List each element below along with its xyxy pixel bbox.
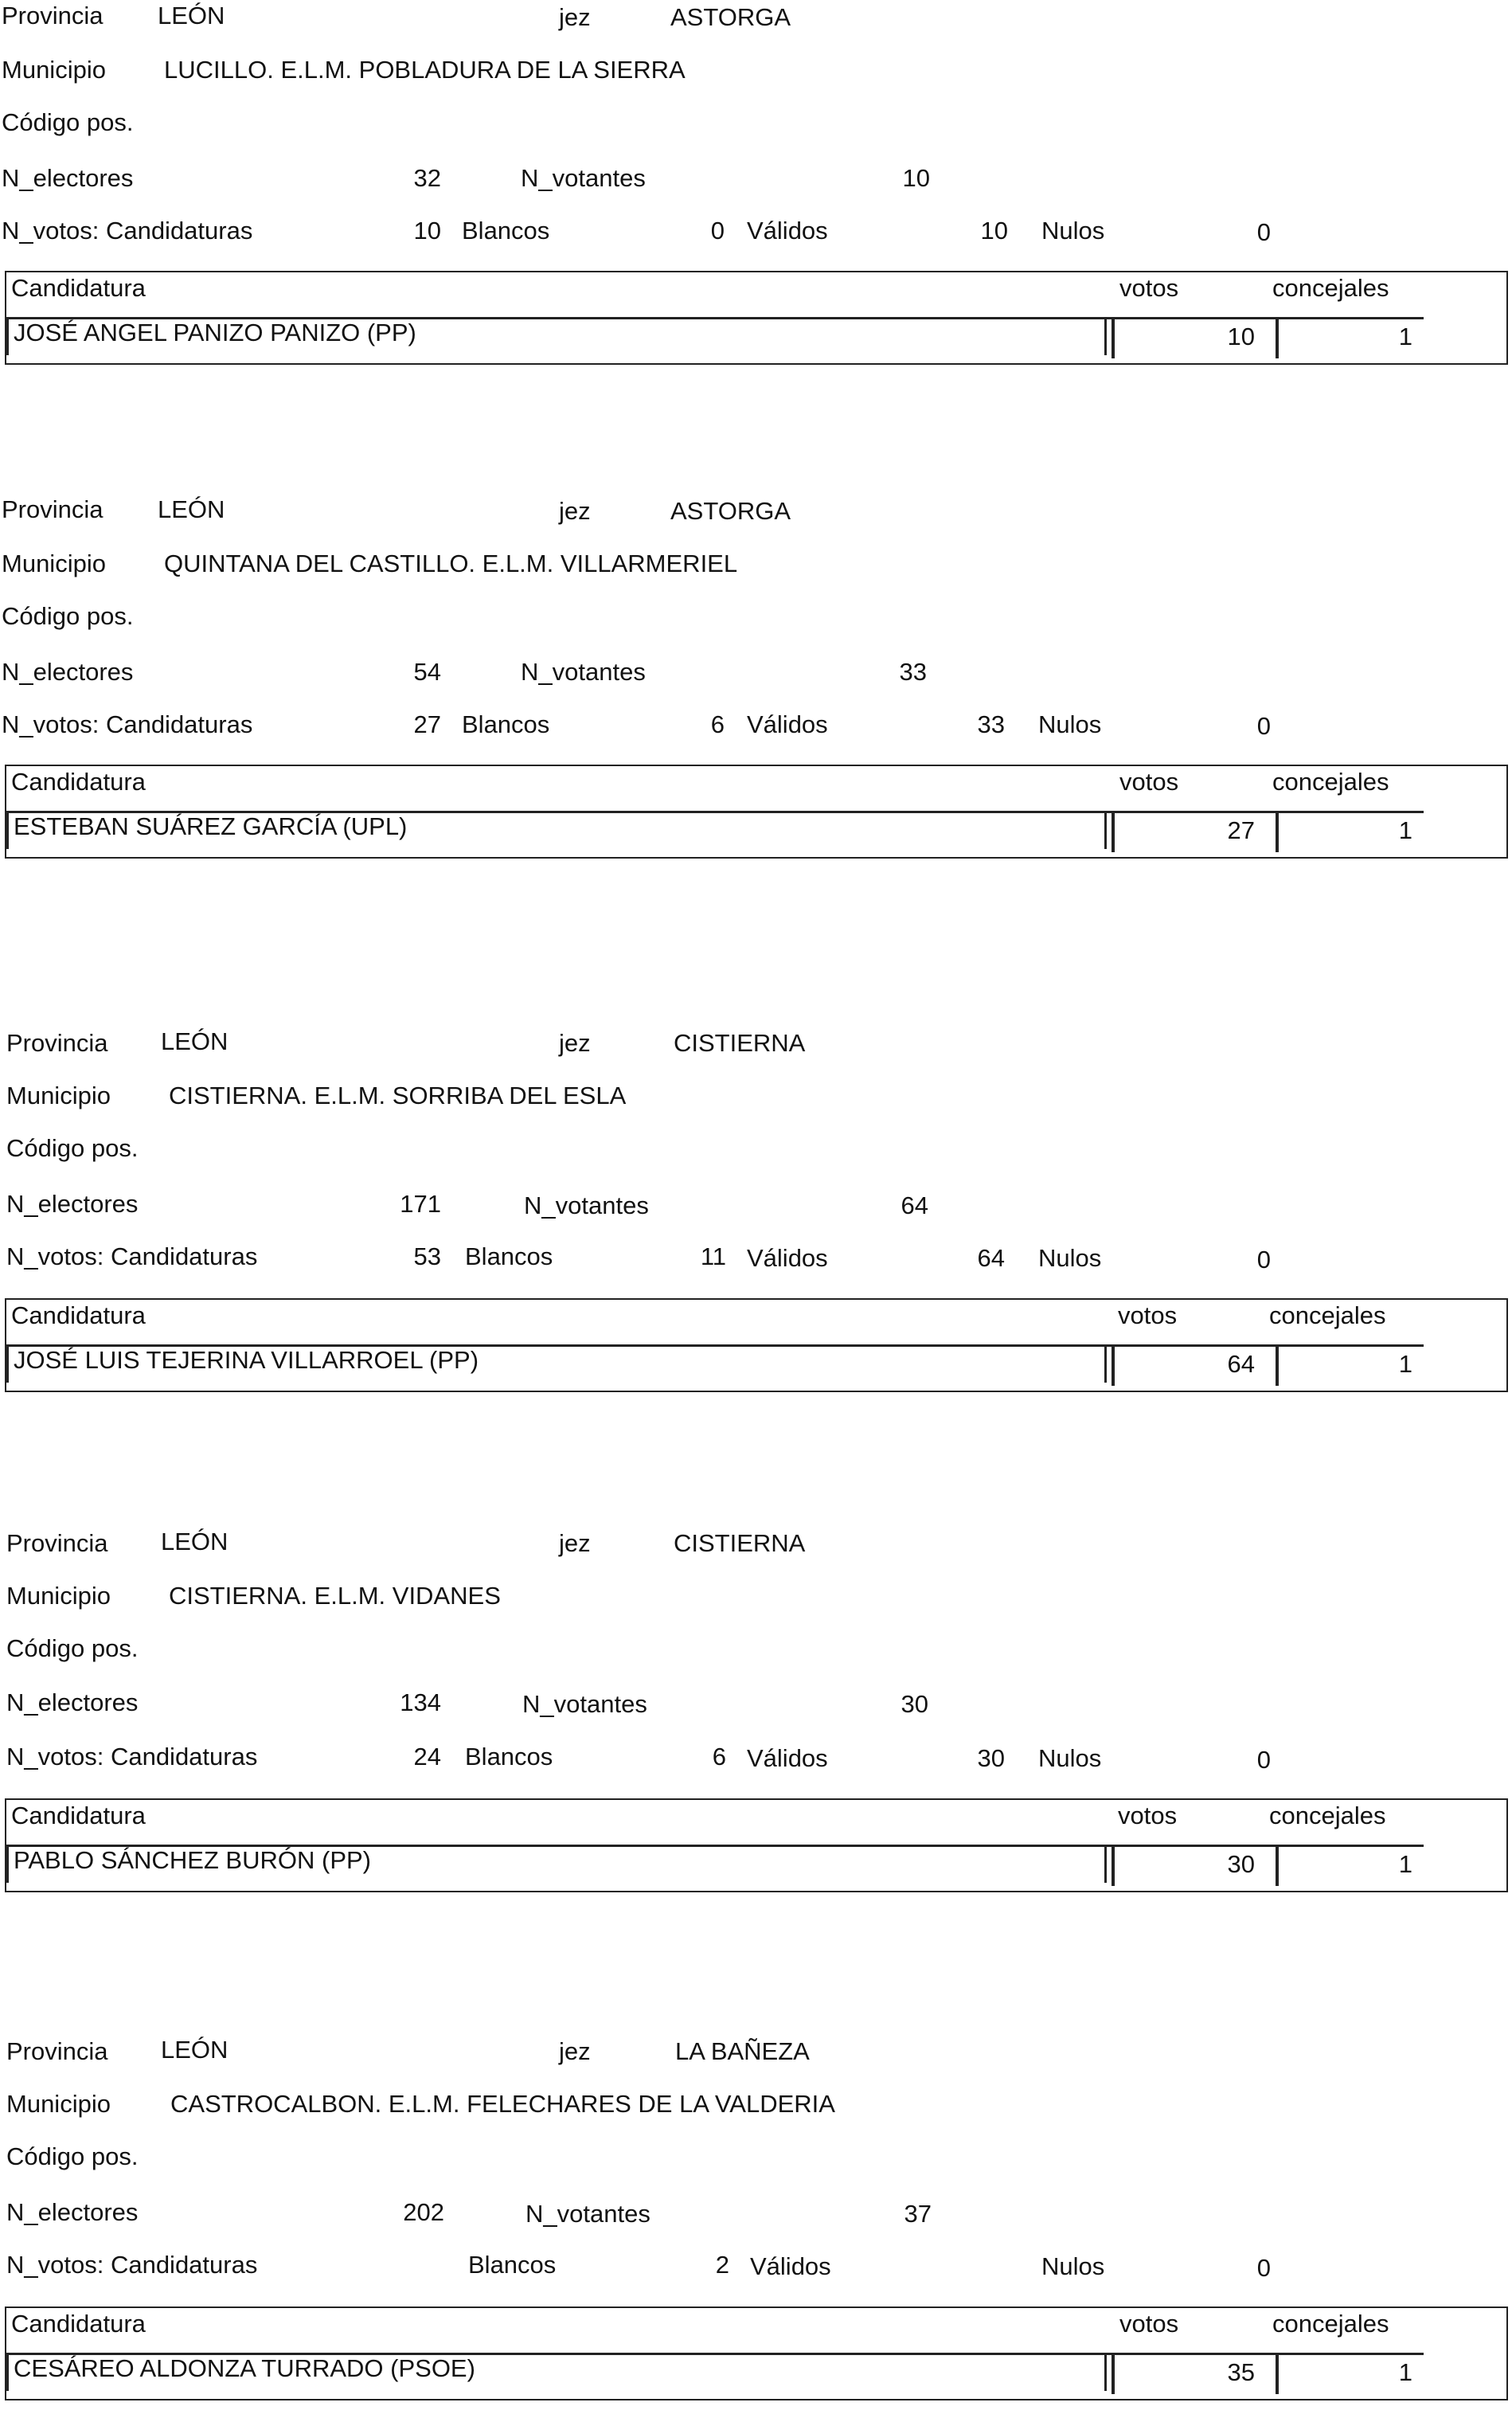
n-votos-candidaturas-label: N_votos: Candidaturas	[6, 1743, 258, 1770]
n-votantes-label: N_votantes	[524, 1191, 649, 1219]
blancos-value: 11	[700, 1242, 726, 1270]
votos-value: 35	[1112, 2353, 1266, 2394]
votos-value: 10	[1112, 317, 1266, 358]
n-votantes-value: 30	[901, 1690, 928, 1718]
candidatura-table	[5, 1798, 1508, 1892]
blancos-label: Blancos	[465, 1242, 553, 1270]
n-votantes-label: N_votantes	[521, 164, 646, 192]
col-candidatura: Candidatura	[11, 2310, 146, 2338]
candidatura-table	[5, 271, 1508, 365]
n-electores-value: 54	[413, 658, 441, 686]
candidaturas-value: 10	[413, 217, 441, 245]
municipio-value: CASTROCALBON. E.L.M. FELECHARES DE LA VALDERIA	[170, 2090, 835, 2118]
municipio-value: CISTIERNA. E.L.M. SORRIBA DEL ESLA	[169, 1082, 627, 1109]
jez-label: jez	[559, 1029, 591, 1057]
election-record-1	[0, 0, 1512, 382]
candidate-name: JOSÉ LUIS TEJERINA VILLARROEL (PP)	[6, 1344, 1107, 1383]
candidatura-table	[5, 2306, 1508, 2400]
n-votantes-value: 37	[904, 2200, 932, 2228]
col-candidatura: Candidatura	[11, 768, 146, 796]
concejales-value: 1	[1276, 811, 1424, 852]
provincia-label: Provincia	[6, 1529, 108, 1557]
blancos-label: Blancos	[462, 217, 550, 245]
election-record-4	[0, 1528, 1512, 1910]
concejales-value: 1	[1276, 2353, 1424, 2394]
provincia-value: LEÓN	[161, 1528, 229, 1555]
n-votos-candidaturas-label: N_votos: Candidaturas	[2, 217, 253, 245]
nulos-label: Nulos	[1038, 710, 1102, 738]
municipio-label: Municipio	[6, 1082, 111, 1109]
jez-value: CISTIERNA	[674, 1029, 806, 1057]
col-concejales: concejales	[1272, 274, 1389, 302]
n-electores-value: 171	[400, 1190, 441, 1218]
nulos-label: Nulos	[1041, 2252, 1105, 2280]
col-votos: votos	[1118, 1802, 1178, 1829]
nulos-value: 0	[1256, 2254, 1271, 2282]
candidate-name: ESTEBAN SUÁREZ GARCÍA (UPL)	[6, 811, 1107, 849]
n-votantes-label: N_votantes	[525, 2200, 651, 2228]
municipio-value: LUCILLO. E.L.M. POBLADURA DE LA SIERRA	[164, 56, 686, 84]
provincia-value: LEÓN	[158, 2, 225, 29]
validos-value: 33	[977, 710, 1005, 738]
blancos-value: 6	[712, 1743, 726, 1770]
col-votos: votos	[1119, 2310, 1179, 2338]
n-votos-candidaturas-label: N_votos: Candidaturas	[6, 1242, 258, 1270]
codigo-pos-label: Código pos.	[6, 1634, 139, 1662]
n-votos-candidaturas-label: N_votos: Candidaturas	[6, 2251, 258, 2279]
jez-label: jez	[559, 3, 591, 31]
validos-value: 64	[977, 1244, 1005, 1272]
nulos-value: 0	[1256, 1246, 1271, 1274]
col-candidatura: Candidatura	[11, 1301, 146, 1329]
candidatura-table	[5, 1298, 1508, 1392]
validos-label: Válidos	[747, 1244, 828, 1272]
municipio-label: Municipio	[6, 1582, 111, 1610]
election-record-5	[0, 2036, 1512, 2418]
election-record-2	[0, 494, 1512, 876]
jez-value: CISTIERNA	[674, 1529, 806, 1557]
votos-value: 30	[1112, 1845, 1266, 1886]
col-concejales: concejales	[1269, 1802, 1386, 1829]
provincia-value: LEÓN	[158, 495, 225, 523]
n-votantes-value: 10	[902, 164, 930, 192]
election-record-3	[0, 1027, 1512, 1410]
concejales-value: 1	[1276, 1344, 1424, 1386]
provincia-label: Provincia	[2, 2, 104, 29]
provincia-value: LEÓN	[161, 1027, 229, 1055]
candidate-name: CESÁREO ALDONZA TURRADO (PSOE)	[6, 2353, 1107, 2391]
col-candidatura: Candidatura	[11, 1802, 146, 1829]
nulos-value: 0	[1256, 712, 1271, 740]
col-concejales: concejales	[1272, 768, 1389, 796]
validos-label: Válidos	[747, 710, 828, 738]
n-electores-label: N_electores	[2, 658, 134, 686]
col-concejales: concejales	[1269, 1301, 1386, 1329]
provincia-label: Provincia	[2, 495, 104, 523]
nulos-label: Nulos	[1038, 1244, 1102, 1272]
provincia-label: Provincia	[6, 1029, 108, 1057]
nulos-value: 0	[1256, 218, 1271, 246]
jez-value: ASTORGA	[670, 3, 791, 31]
municipio-value: CISTIERNA. E.L.M. VIDANES	[169, 1582, 501, 1610]
municipio-value: QUINTANA DEL CASTILLO. E.L.M. VILLARMERIEL	[164, 550, 738, 577]
codigo-pos-label: Código pos.	[2, 602, 134, 630]
blancos-value: 2	[715, 2251, 729, 2279]
codigo-pos-label: Código pos.	[6, 2142, 139, 2170]
n-electores-label: N_electores	[2, 164, 134, 192]
blancos-value: 6	[710, 710, 725, 738]
validos-label: Válidos	[747, 1744, 828, 1772]
col-votos: votos	[1119, 768, 1179, 796]
n-electores-label: N_electores	[6, 1190, 139, 1218]
codigo-pos-label: Código pos.	[6, 1134, 139, 1162]
validos-label: Válidos	[750, 2252, 831, 2280]
n-votantes-value: 33	[899, 658, 927, 686]
votos-value: 27	[1112, 811, 1266, 852]
blancos-label: Blancos	[465, 1743, 553, 1770]
n-votos-candidaturas-label: N_votos: Candidaturas	[2, 710, 253, 738]
municipio-label: Municipio	[2, 550, 106, 577]
n-electores-value: 134	[400, 1688, 441, 1716]
n-electores-value: 32	[413, 164, 441, 192]
provincia-label: Provincia	[6, 2037, 108, 2065]
n-electores-label: N_electores	[6, 1688, 139, 1716]
validos-value: 10	[980, 217, 1008, 245]
blancos-label: Blancos	[468, 2251, 557, 2279]
validos-label: Válidos	[747, 217, 828, 245]
col-candidatura: Candidatura	[11, 274, 146, 302]
col-votos: votos	[1118, 1301, 1178, 1329]
candidaturas-value: 24	[413, 1743, 441, 1770]
blancos-value: 0	[710, 217, 725, 245]
nulos-label: Nulos	[1041, 217, 1105, 245]
n-votantes-label: N_votantes	[522, 1690, 647, 1718]
concejales-value: 1	[1276, 1845, 1424, 1886]
nulos-value: 0	[1256, 1746, 1271, 1774]
votos-value: 64	[1112, 1344, 1266, 1386]
jez-value: ASTORGA	[670, 497, 791, 525]
codigo-pos-label: Código pos.	[2, 108, 134, 136]
blancos-label: Blancos	[462, 710, 550, 738]
jez-label: jez	[559, 1529, 591, 1557]
n-electores-value: 202	[403, 2198, 444, 2226]
validos-value: 30	[977, 1744, 1005, 1772]
jez-label: jez	[559, 2037, 591, 2065]
n-votantes-value: 64	[901, 1191, 928, 1219]
col-votos: votos	[1119, 274, 1179, 302]
municipio-label: Municipio	[2, 56, 106, 84]
jez-label: jez	[559, 497, 591, 525]
concejales-value: 1	[1276, 317, 1424, 358]
candidaturas-value: 53	[413, 1242, 441, 1270]
jez-value: LA BAÑEZA	[675, 2037, 810, 2065]
n-electores-label: N_electores	[6, 2198, 139, 2226]
candidate-name: JOSÉ ANGEL PANIZO PANIZO (PP)	[6, 317, 1107, 355]
candidaturas-value: 27	[413, 710, 441, 738]
municipio-label: Municipio	[6, 2090, 111, 2118]
col-concejales: concejales	[1272, 2310, 1389, 2338]
n-votantes-label: N_votantes	[521, 658, 646, 686]
candidatura-table	[5, 765, 1508, 859]
candidate-name: PABLO SÁNCHEZ BURÓN (PP)	[6, 1845, 1107, 1883]
nulos-label: Nulos	[1038, 1744, 1102, 1772]
provincia-value: LEÓN	[161, 2036, 229, 2064]
